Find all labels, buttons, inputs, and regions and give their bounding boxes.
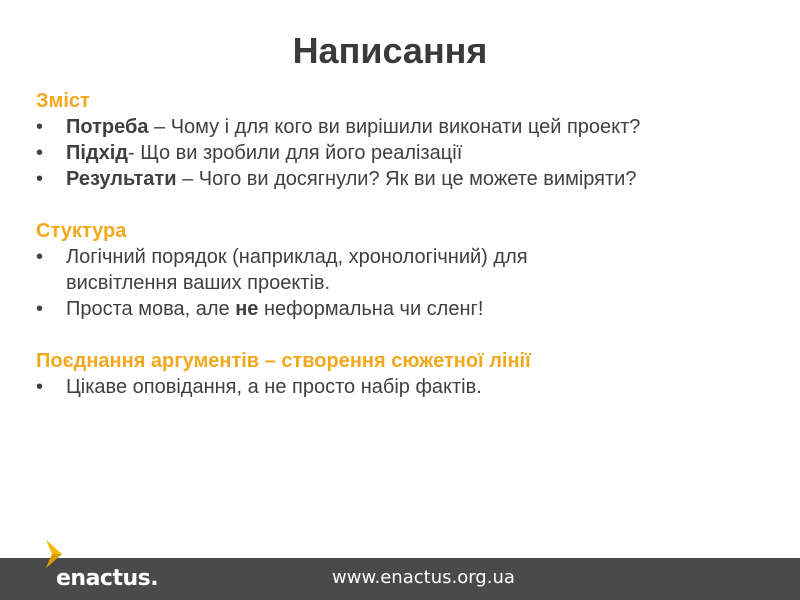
bullet-item-need-label: Потреба	[66, 116, 149, 138]
section-heading-structure: Стуктура	[36, 220, 127, 242]
bullet-item-simple-language-before: Проста мова, але	[66, 298, 236, 320]
section-content	[36, 88, 776, 192]
bullet-item-story-text: Цікаве оповідання, а не просто набір фактів.	[66, 376, 482, 398]
bullet-item-simple-language-after: неформальна чи сленг!	[258, 298, 484, 320]
bullet-item-simple-language	[36, 296, 776, 322]
slide-title: Написання	[292, 30, 488, 71]
logo-text: enactus.	[56, 566, 159, 591]
footer-url[interactable]: www.enactus.org.ua	[332, 567, 515, 588]
section-heading-storyline: Поєднання аргументів – створення сюжетної лінії	[36, 350, 531, 372]
section-heading-content: Зміст	[36, 90, 90, 112]
bullet-item-logical-order	[36, 244, 776, 296]
section-spacer	[36, 192, 776, 218]
bullet-item-logical-order-line2: висвітлення ваших проектів.	[66, 272, 331, 294]
section-structure	[36, 218, 776, 322]
bullet-item-need-text: – Чому і для кого ви вирішили виконати цей проект?	[148, 116, 641, 138]
bullet-list-content	[36, 114, 776, 192]
bullet-item-results	[36, 166, 776, 192]
bullet-item-story	[36, 374, 776, 400]
bullet-item-results-text: – Чого ви досягнули? Як ви це можете виміряти?	[176, 168, 637, 190]
bullet-item-approach-text: - Що ви зробили для його реалізації	[128, 142, 463, 164]
bullet-item-approach	[36, 140, 776, 166]
bullet-item-need	[36, 114, 776, 140]
enactus-logo	[40, 540, 159, 598]
section-storyline	[36, 348, 776, 400]
bullet-list-structure	[36, 244, 776, 322]
slide-content	[36, 88, 776, 400]
bullet-item-simple-language-bold: не	[235, 298, 259, 320]
section-spacer	[36, 322, 776, 348]
bullet-item-logical-order-line1: Логічний порядок (наприклад, хронологічний) для	[66, 246, 528, 268]
bullet-list-storyline	[36, 374, 776, 400]
bullet-item-results-label: Результати	[66, 168, 177, 190]
bullet-item-approach-label: Підхід	[66, 142, 129, 164]
